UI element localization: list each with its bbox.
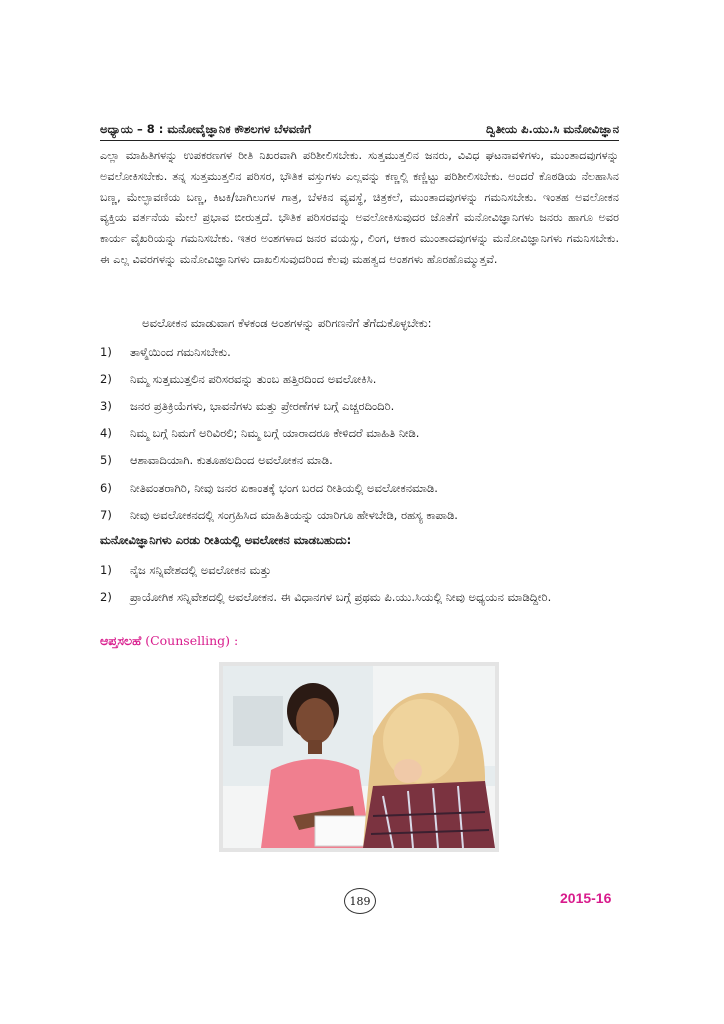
list-item: 2) ಪ್ರಾಯೋಗಿಕ ಸನ್ನಿವೇಶದಲ್ಲಿ ಅವಲೋಕನ. ಈ ವಿಧಾನಗಳ ಬಗ್ಗೆ ಪ್ರಥಮ ಪಿ.ಯು.ಸಿಯಲ್ಲಿ ನೀವು ಅಧ್ಯಯನ ಮಾಡಿದ್ದೀರಿ. (100, 590, 552, 604)
chapter-title: ಅಧ್ಯಾಯ – 8 : ಮನೋವೈಜ್ಞಾನಿಕ ಕೌಶಲಗಳ ಬೆಳವಣಿಗೆ (100, 122, 311, 136)
list-item: 7) ನೀವು ಅವಲೋಕನದಲ್ಲಿ ಸಂಗ್ರಹಿಸಿದ ಮಾಹಿತಿಯನ್ನು ಯಾರಿಗೂ ಹೇಳಬೇಡಿ, ರಹಸ್ಯ ಕಾಪಾಡಿ. (100, 508, 458, 522)
list-item: 5) ಆಶಾವಾದಿಯಾಗಿ. ಕುತೂಹಲದಿಂದ ಅವಲೋಕನ ಮಾಡಿ. (100, 453, 333, 467)
book-title: ದ್ವಿತೀಯ ಪಿ.ಯು.ಸಿ ಮನೋವಿಜ್ಞಾನ (485, 122, 619, 136)
counselling-photo (219, 662, 499, 852)
list-item: 4) ನಿಮ್ಮ ಬಗ್ಗೆ ನಿಮಗೆ ಅರಿವಿರಲಿ; ನಿಮ್ಮ ಬಗ್ಗೆ ಯಾರಾದರೂ ಕೇಳಿದರೆ ಮಾಹಿತಿ ನೀಡಿ. (100, 426, 420, 440)
points-intro: ಅವಲೋಕನ ಮಾಡುವಾಗ ಕೆಳಕಂಡ ಅಂಶಗಳನ್ನು ಪರಿಗಣನೆಗೆ ತೆಗೆದುಕೊಳ್ಳಬೇಕು: (142, 316, 432, 330)
section-title (100, 633, 238, 649)
list-item: 1) ನೈಜ ಸನ್ನಿವೇಶದಲ್ಲಿ ಅವಲೋಕನ ಮತ್ತು (100, 563, 272, 577)
list-item: 1) ತಾಳ್ಮೆಯಿಂದ ಗಮನಿಸಬೇಕು. (100, 345, 231, 359)
page-header (100, 118, 619, 141)
list-item: 3) ಜನರ ಪ್ರತಿಕ್ರಿಯೆಗಳು, ಭಾವನೆಗಳು ಮತ್ತು ಪ್ರೇರಣೆಗಳ ಬಗ್ಗೆ ಎಚ್ಚರದಿಂದಿರಿ. (100, 399, 395, 413)
list-item: 2) ನಿಮ್ಮ ಸುತ್ತಮುತ್ತಲಿನ ಪರಿಸರವನ್ನು ತುಂಬ ಹತ್ತಿರದಿಂದ ಅವಲೋಕಿಸಿ. (100, 372, 377, 386)
page-number: 189 (344, 888, 376, 914)
section-title-kn: ಆಪ್ತಸಲಹೆ (100, 633, 142, 648)
body-paragraph: ಎಲ್ಲಾ ಮಾಹಿತಿಗಳನ್ನು ಉಪಕರಣಗಳ ರೀತಿ ನಿಖರವಾಗಿ ಪರಿಶೀಲಿಸಬೇಕು. ಸುತ್ತಮುತ್ತಲಿನ ಜನರು, ವಿವಿಧ ಘಟನಾವಳಿಗಳು, ಮುಂತಾದವುಗಳನ್ನು ಅವಲೋಕಿಸಬೇಕು. ತನ್ನ ಸುತ್ತಮುತ್ತಲಿನ ಪರಿಸರ, ಭೌತಿಕ ವಸ್ತುಗಳು ಎಲ್ಲವನ್ನು ಕಣ್ಣಲ್ಲಿ ಕಣ್ಣಿಟ್ಟು ಪರಿಶೀಲಿಸಬೇಕು. ಅಂದರೆ ಕೊಠಡಿಯ ನೆಲಹಾಸಿನ ಬಣ್ಣ, ಮೇಲ್ಛಾವಣಿಯ ಬಣ್ಣ, ಕಿಟಕಿ/ಬಾಗಿಲುಗಳ ಗಾತ್ರ, ಬೆಳಕಿನ ವ್ಯವಸ್ಥೆ, ಚಿತ್ರಕಲೆ, ಮುಂತಾದವುಗಳನ್ನು ಗಮನಿಸಬೇಕು. ಇಂತಹ ಅವಲೋಕನ ವ್ಯಕ್ತಿಯ ವರ್ತನೆಯ ಮೇಲೆ ಪ್ರಭಾವ ಬೀರುತ್ತದೆ. ಭೌತಿಕ ಪರಿಸರವನ್ನು ಅವಲೋಕಿಸುವುದರ ಜೊತೆಗೆ ಮನೋವಿಜ್ಞಾನಿಗಳು ಜನರು ಹಾಗೂ ಅವರ ಕಾರ್ಯ ವೈಖರಿಯನ್ನು ಗಮನಿಸಬೇಕು. ಇತರ ಅಂಶಗಳಾದ ಜನರ ವಯಸ್ಸು, ಲಿಂಗ, ಆಕಾರ ಮುಂತಾದವುಗಳನ್ನು ಮನೋವಿಜ್ಞಾನಿಗಳು ಗಮನಿಸಬೇಕು. ಈ ಎಲ್ಲ ವಿವರಗಳನ್ನು ಮನೋವಿಜ್ಞಾನಿಗಳು ದಾಖಲಿಸುವುದರಿಂದ ಕೆಲವು ಮಹತ್ವದ ಅಂಶಗಳು ಹೊರಹೊಮ್ಮುತ್ತವೆ. (100, 149, 619, 266)
list-item: 6) ನೀತಿವಂತರಾಗಿರಿ, ನೀವು ಜನರ ಏಕಾಂತಕ್ಕೆ ಭಂಗ ಬರದ ರೀತಿಯಲ್ಲಿ ಅವಲೋಕನಮಾಡಿ. (100, 481, 438, 495)
section-title-en: (Counselling) : (141, 633, 239, 648)
edition-year: 2015-16 (560, 890, 612, 906)
counselling-illustration (223, 666, 495, 848)
methods-heading: ಮನೋವಿಜ್ಞಾನಿಗಳು ಎರಡು ರೀತಿಯಲ್ಲಿ ಅವಲೋಕನ ಮಾಡಬಹುದು: (100, 533, 352, 547)
